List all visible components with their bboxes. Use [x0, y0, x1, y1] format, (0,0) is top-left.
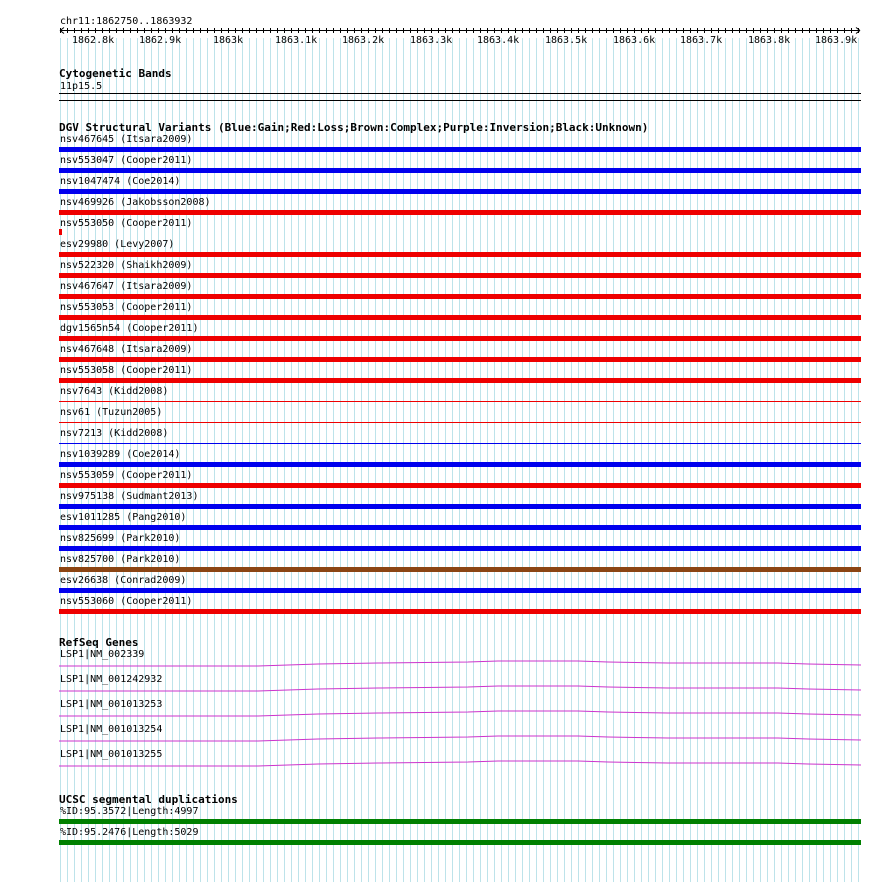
dgv-variant-label[interactable]: nsv467647 (Itsara2009) — [60, 281, 193, 292]
position-label: chr11:1862750..1863932 — [60, 16, 193, 27]
dgv-variant-bar-loss[interactable] — [59, 378, 861, 383]
segdup-bar[interactable] — [59, 840, 861, 845]
refseq-gene-label[interactable]: LSP1|NM_002339 — [60, 649, 145, 660]
cytoband-label: 11p15.5 — [60, 81, 103, 92]
dgv-variant-bar-gain[interactable] — [59, 168, 861, 173]
ruler-tick-label: 1862.9k — [139, 35, 182, 46]
refseq-gene-label[interactable]: LSP1|NM_001013254 — [60, 724, 163, 735]
refseq-gene-label[interactable]: LSP1|NM_001242932 — [60, 674, 163, 685]
dgv-variant-label[interactable]: nsv1047474 (Coe2014) — [60, 176, 181, 187]
dgv-variant-label[interactable]: nsv61 (Tuzun2005) — [60, 407, 163, 418]
dgv-variant-label[interactable]: dgv1565n54 (Cooper2011) — [60, 323, 199, 334]
ruler-tick-label: 1863.4k — [477, 35, 520, 46]
dgv-variant-label[interactable]: nsv553058 (Cooper2011) — [60, 365, 193, 376]
dgv-variant-bar-loss[interactable] — [59, 483, 861, 488]
dgv-variant-bar-loss[interactable] — [59, 294, 861, 299]
dgv-variant-bar-loss[interactable] — [59, 357, 861, 362]
ruler-tick-label: 1863.5k — [545, 35, 588, 46]
ruler-tick-label: 1863k — [212, 35, 244, 46]
dgv-variant-label[interactable]: nsv467645 (Itsara2009) — [60, 134, 193, 145]
dgv-variant-bar-gain[interactable] — [59, 546, 861, 551]
dgv-variant-bar-loss[interactable] — [59, 336, 861, 341]
dgv-variant-bar-loss[interactable] — [59, 609, 861, 614]
refseq-track-title: RefSeq Genes — [59, 636, 139, 649]
refseq-gene-label[interactable]: LSP1|NM_001013255 — [60, 749, 163, 760]
dgv-variant-bar-loss[interactable] — [59, 315, 861, 320]
dgv-variant-label[interactable]: nsv825699 (Park2010) — [60, 533, 181, 544]
dgv-variant-label[interactable]: nsv975138 (Sudmant2013) — [60, 491, 199, 502]
dgv-variant-label[interactable]: nsv553053 (Cooper2011) — [60, 302, 193, 313]
dgv-variant-bar-thin[interactable] — [59, 422, 861, 423]
refseq-gene-model[interactable] — [58, 657, 862, 667]
refseq-gene-model[interactable] — [58, 707, 862, 717]
refseq-gene-model[interactable] — [58, 682, 862, 692]
dgv-variant-label[interactable]: esv29980 (Levy2007) — [60, 239, 175, 250]
dgv-variant-label[interactable]: nsv825700 (Park2010) — [60, 554, 181, 565]
ruler-tick-label: 1862.8k — [72, 35, 115, 46]
dgv-variant-bar-gain[interactable] — [59, 525, 861, 530]
segdup-label[interactable]: %ID:95.3572|Length:4997 — [60, 806, 199, 817]
dgv-variant-bar-gain[interactable] — [59, 147, 861, 152]
ruler-tick-label: 1863.7k — [680, 35, 723, 46]
dgv-variant-label[interactable]: esv26638 (Conrad2009) — [60, 575, 187, 586]
cytoband-track-title: Cytogenetic Bands — [59, 67, 172, 80]
cytoband-line-top — [59, 93, 861, 94]
segdup-bar[interactable] — [59, 819, 861, 824]
cytoband-line-bottom — [59, 100, 861, 101]
ruler-tick-label: 1863.6k — [613, 35, 656, 46]
ruler-tick-label: 1863.3k — [410, 35, 453, 46]
segdup-track-title: UCSC segmental duplications — [59, 793, 238, 806]
dgv-variant-bar-gain[interactable] — [59, 588, 861, 593]
dgv-variant-label[interactable]: nsv1039289 (Coe2014) — [60, 449, 181, 460]
refseq-gene-label[interactable]: LSP1|NM_001013253 — [60, 699, 163, 710]
dgv-variant-bar-loss[interactable] — [59, 273, 861, 278]
dgv-variant-label[interactable]: nsv467648 (Itsara2009) — [60, 344, 193, 355]
ruler-tick-label: 1863.2k — [342, 35, 385, 46]
dgv-variant-bar-thin[interactable] — [59, 443, 861, 444]
dgv-variant-label[interactable]: nsv553060 (Cooper2011) — [60, 596, 193, 607]
dgv-variant-label[interactable]: nsv553059 (Cooper2011) — [60, 470, 193, 481]
dgv-variant-label[interactable]: nsv7213 (Kidd2008) — [60, 428, 169, 439]
dgv-variant-bar-loss[interactable] — [59, 252, 861, 257]
ruler-tick-label: 1863.9k — [815, 35, 858, 46]
segdup-label[interactable]: %ID:95.2476|Length:5029 — [60, 827, 199, 838]
dgv-variant-label[interactable]: nsv522320 (Shaikh2009) — [60, 260, 193, 271]
dgv-variant-label[interactable]: nsv553047 (Cooper2011) — [60, 155, 193, 166]
dgv-variant-bar-thin[interactable] — [59, 401, 861, 402]
ruler-tick-label: 1863.8k — [748, 35, 791, 46]
ruler-tick-label: 1863.1k — [275, 35, 318, 46]
refseq-gene-model[interactable] — [58, 757, 862, 767]
dgv-variant-bar-loss[interactable] — [59, 210, 861, 215]
dgv-variant-label[interactable]: esv1011285 (Pang2010) — [60, 512, 187, 523]
dgv-track-title: DGV Structural Variants (Blue:Gain;Red:Loss;Brown:Complex;Purple:Inversion;Black:Unknown) — [59, 121, 649, 134]
dgv-variant-marker[interactable] — [59, 229, 62, 235]
refseq-gene-model[interactable] — [58, 732, 862, 742]
dgv-variant-bar-complex[interactable] — [59, 567, 861, 572]
dgv-variant-label[interactable]: nsv7643 (Kidd2008) — [60, 386, 169, 397]
dgv-variant-label[interactable]: nsv553050 (Cooper2011) — [60, 218, 193, 229]
dgv-variant-bar-gain[interactable] — [59, 189, 861, 194]
dgv-variant-bar-gain[interactable] — [59, 504, 861, 509]
dgv-variant-bar-gain[interactable] — [59, 462, 861, 467]
dgv-variant-label[interactable]: nsv469926 (Jakobsson2008) — [60, 197, 211, 208]
